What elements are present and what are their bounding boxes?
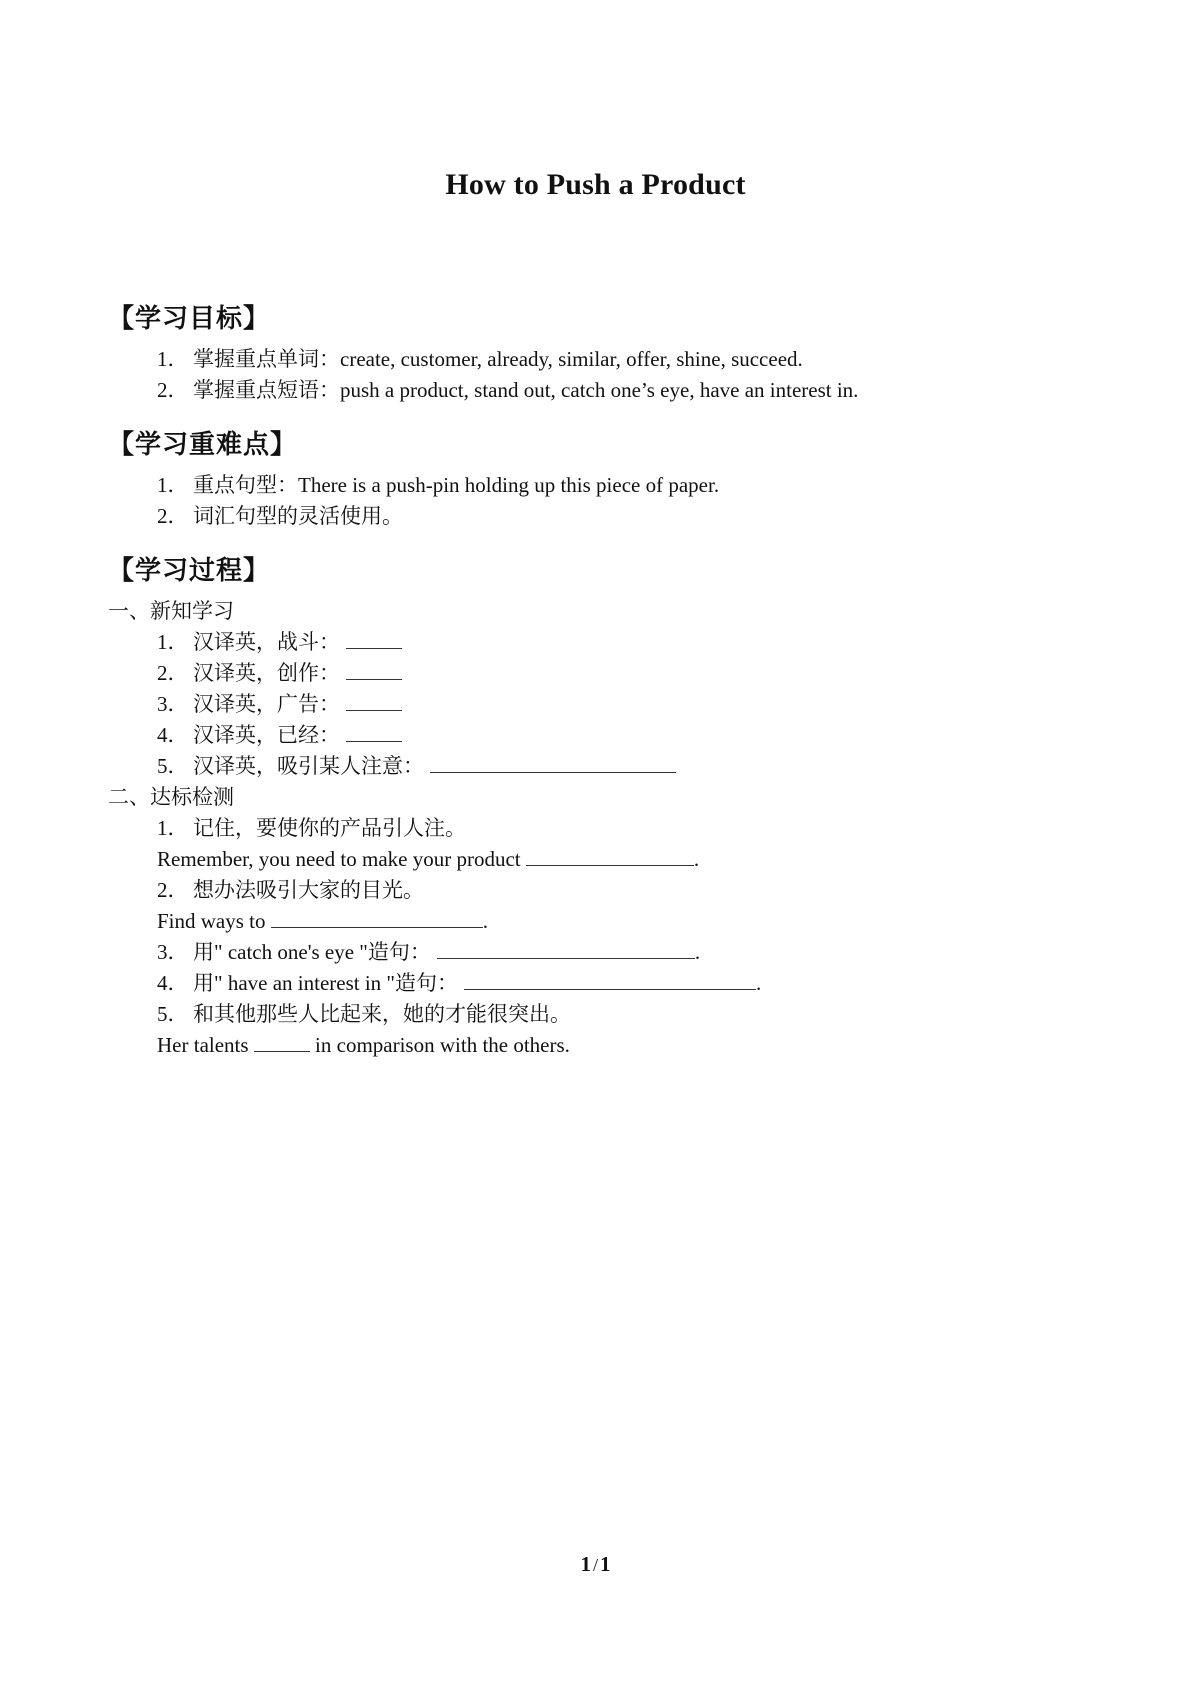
answer-blank[interactable] — [346, 661, 402, 680]
exercise-item — [157, 877, 424, 903]
section-heading-learning-process: 【学习过程】 — [108, 556, 271, 586]
answer-blank[interactable] — [254, 1033, 310, 1052]
page-number — [0, 1552, 1191, 1577]
answer-blank[interactable] — [346, 723, 402, 742]
list-item — [157, 472, 719, 498]
list-item — [157, 503, 403, 529]
exercise-item — [157, 753, 676, 779]
item-text: 和其他那些人比起来，她的才能很突出。 — [193, 1002, 571, 1026]
part-label-assessment: 二、达标检测 — [108, 785, 234, 809]
item-text-after: in comparison with the others. — [309, 1033, 570, 1057]
item-number: 3． — [157, 940, 189, 964]
section-heading-key-points: 【学习重难点】 — [108, 430, 298, 460]
answer-blank[interactable] — [346, 630, 402, 649]
item-number: 2． — [157, 661, 189, 685]
item-text: 词汇句型的灵活使用。 — [193, 504, 403, 528]
exercise-sentence — [157, 846, 699, 872]
item-text: 汉译英，战斗： — [193, 630, 340, 654]
item-text: Remember, you need to make your product — [157, 847, 526, 871]
item-text: 想办法吸引大家的目光。 — [193, 878, 424, 902]
section-heading-learning-goals: 【学习目标】 — [108, 304, 271, 334]
item-number: 5． — [157, 1002, 189, 1026]
item-number: 2． — [157, 378, 189, 402]
page-separator: / — [592, 1555, 598, 1575]
exercise-item — [157, 660, 402, 686]
answer-blank[interactable] — [271, 909, 483, 928]
item-text: 汉译英，广告： — [193, 692, 340, 716]
item-number: 4． — [157, 723, 189, 747]
item-number: 1． — [157, 347, 189, 371]
item-text: Find ways to — [157, 909, 271, 933]
exercise-item — [157, 939, 700, 965]
exercise-item — [157, 722, 402, 748]
exercise-item — [157, 815, 466, 841]
item-text: 重点句型：There is a push-pin holding up this piece of paper. — [193, 473, 720, 497]
exercise-item — [157, 1001, 571, 1027]
item-number: 2． — [157, 504, 189, 528]
item-text: 汉译英，吸引某人注意： — [193, 754, 424, 778]
item-number: 1． — [157, 630, 189, 654]
answer-blank[interactable] — [437, 940, 695, 959]
item-number: 4． — [157, 971, 189, 995]
item-text: 记住，要使你的产品引人注。 — [193, 816, 466, 840]
current-page: 1 — [580, 1552, 591, 1576]
item-text: Her talents — [157, 1033, 254, 1057]
item-number: 5． — [157, 754, 189, 778]
item-text-after: . — [694, 940, 701, 964]
answer-blank[interactable] — [430, 754, 676, 773]
answer-blank[interactable] — [346, 692, 402, 711]
item-text-after: . — [756, 971, 762, 995]
item-number: 1． — [157, 473, 189, 497]
item-text: 用" have an interest in "造句： — [193, 971, 459, 995]
exercise-item — [157, 691, 402, 717]
item-text-after: . — [693, 847, 700, 871]
item-number: 2． — [157, 878, 189, 902]
item-text: 汉译英，创作： — [193, 661, 340, 685]
total-pages: 1 — [600, 1552, 611, 1576]
item-text: 用" catch one's eye "造句： — [193, 940, 431, 964]
exercise-sentence — [157, 908, 488, 934]
part-label-new-knowledge: 一、新知学习 — [108, 599, 234, 623]
item-number: 3． — [157, 692, 189, 716]
item-text: 掌握重点单词：create, customer, already, similar, offer, shine, succeed. — [193, 347, 803, 371]
exercise-item — [157, 970, 761, 996]
list-item — [157, 346, 803, 372]
item-text: 汉译英，已经： — [193, 723, 340, 747]
answer-blank[interactable] — [526, 847, 694, 866]
item-number: 1． — [157, 816, 189, 840]
document-title: How to Push a Product — [445, 168, 746, 201]
answer-blank[interactable] — [464, 971, 756, 990]
item-text: 掌握重点短语：push a product, stand out, catch one’s eye, have an interest in. — [193, 378, 859, 402]
exercise-sentence — [157, 1032, 570, 1058]
exercise-item — [157, 629, 402, 655]
item-text-after: . — [482, 909, 489, 933]
list-item — [157, 377, 858, 403]
